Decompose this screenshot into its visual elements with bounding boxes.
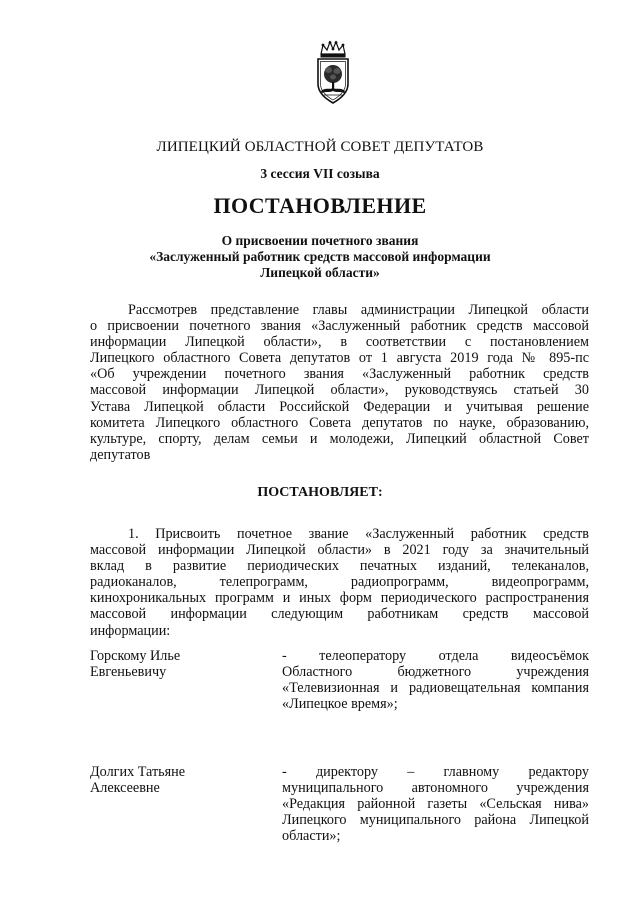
awardee-name <box>90 648 270 680</box>
awardee-position-line: области»; <box>282 828 341 845</box>
awardee-name-line: Евгеньевичу <box>90 664 167 681</box>
awardee-name <box>90 764 270 796</box>
subject-line: Липецкой области» <box>260 265 380 280</box>
preamble-line: депутатов <box>90 446 151 463</box>
awardee-position-line: «Редакция районной газеты «Сельская нива» <box>282 796 589 813</box>
awardee-position <box>282 764 589 844</box>
awardee-name-line: Алексеевне <box>90 780 160 797</box>
preamble-line: о присвоении почетного звания «Заслуженный работник средств массовой <box>90 318 589 335</box>
preamble-line: «Об учреждении почетного звания «Заслуженный работник средств <box>90 366 589 383</box>
awardee-position-line: муниципального автономного учреждения <box>282 780 589 797</box>
awardee-position-line: - директору – главному редактору <box>282 764 589 780</box>
clause-line: массовой информации Липецкой области» в 2021 году за значительный <box>90 542 589 559</box>
lipetsk-region-coat-of-arms-icon <box>311 40 355 106</box>
clause-line: 1. Присвоить почетное звание «Заслуженный работник средств <box>128 526 589 542</box>
preamble-line: информации Липецкой области», в соответствии с постановлением <box>90 334 589 351</box>
session-info: 3 сессия VII созыва <box>260 166 380 181</box>
clause-line: информации: <box>90 622 171 639</box>
clause-line: вклад в развитие периодических печатных изданий, телеканалов, <box>90 558 589 575</box>
subject-line: О присвоении почетного звания <box>221 233 419 248</box>
awardee-position-line: Липецкого муниципального района Липецкой <box>282 812 589 829</box>
clause-line: кинохроникальных программ и иных форм периодического распространения <box>90 590 589 607</box>
awardee-position-line: «Липецкое время»; <box>282 696 398 713</box>
resolution-subject <box>0 233 640 281</box>
preamble-line: Устава Липецкой области Российской Федерации и учитывая решение <box>90 398 589 415</box>
awardee-position <box>282 648 589 712</box>
preamble-line: массовой информации Липецкой области», руководствуясь статьей 30 <box>90 382 589 399</box>
awardee-position-line: - телеоператору отдела видеосъёмок <box>282 648 589 664</box>
preamble-line: Рассмотрев представление главы администрации Липецкой области <box>128 302 589 318</box>
preamble-line: комитета Липецкого областного Совета депутатов по науке, образованию, <box>90 414 589 431</box>
clause-line: радиоканалов, телепрограмм, радиопрограмм, видеопрограмм, <box>90 574 589 591</box>
clause-line: массовой информации следующим работникам средств массовой <box>90 606 589 623</box>
document-type-title: ПОСТАНОВЛЕНИЕ <box>213 193 427 218</box>
awardee-name-line: Долгих Татьяне <box>90 764 186 780</box>
subject-line: «Заслуженный работник средств массовой информации <box>149 249 491 264</box>
clause-1-paragraph <box>90 526 589 639</box>
preamble-line: Липецкого областного Совета депутатов от 1 августа 2019 года № 895-пс <box>90 350 589 367</box>
awardee-position-line: «Телевизионная и радиовещательная компания <box>282 680 589 697</box>
preamble-paragraph <box>90 302 589 463</box>
council-name: ЛИПЕЦКИЙ ОБЛАСТНОЙ СОВЕТ ДЕПУТАТОВ <box>156 139 484 155</box>
resolves-heading: ПОСТАНОВЛЯЕТ: <box>257 485 383 500</box>
awardee-position-line: Областного бюджетного учреждения <box>282 664 589 681</box>
preamble-line: культуре, спорту, делам семьи и молодежи, Липецкий областной Совет <box>90 430 589 447</box>
awardee-name-line: Горскому Илье <box>90 648 181 664</box>
